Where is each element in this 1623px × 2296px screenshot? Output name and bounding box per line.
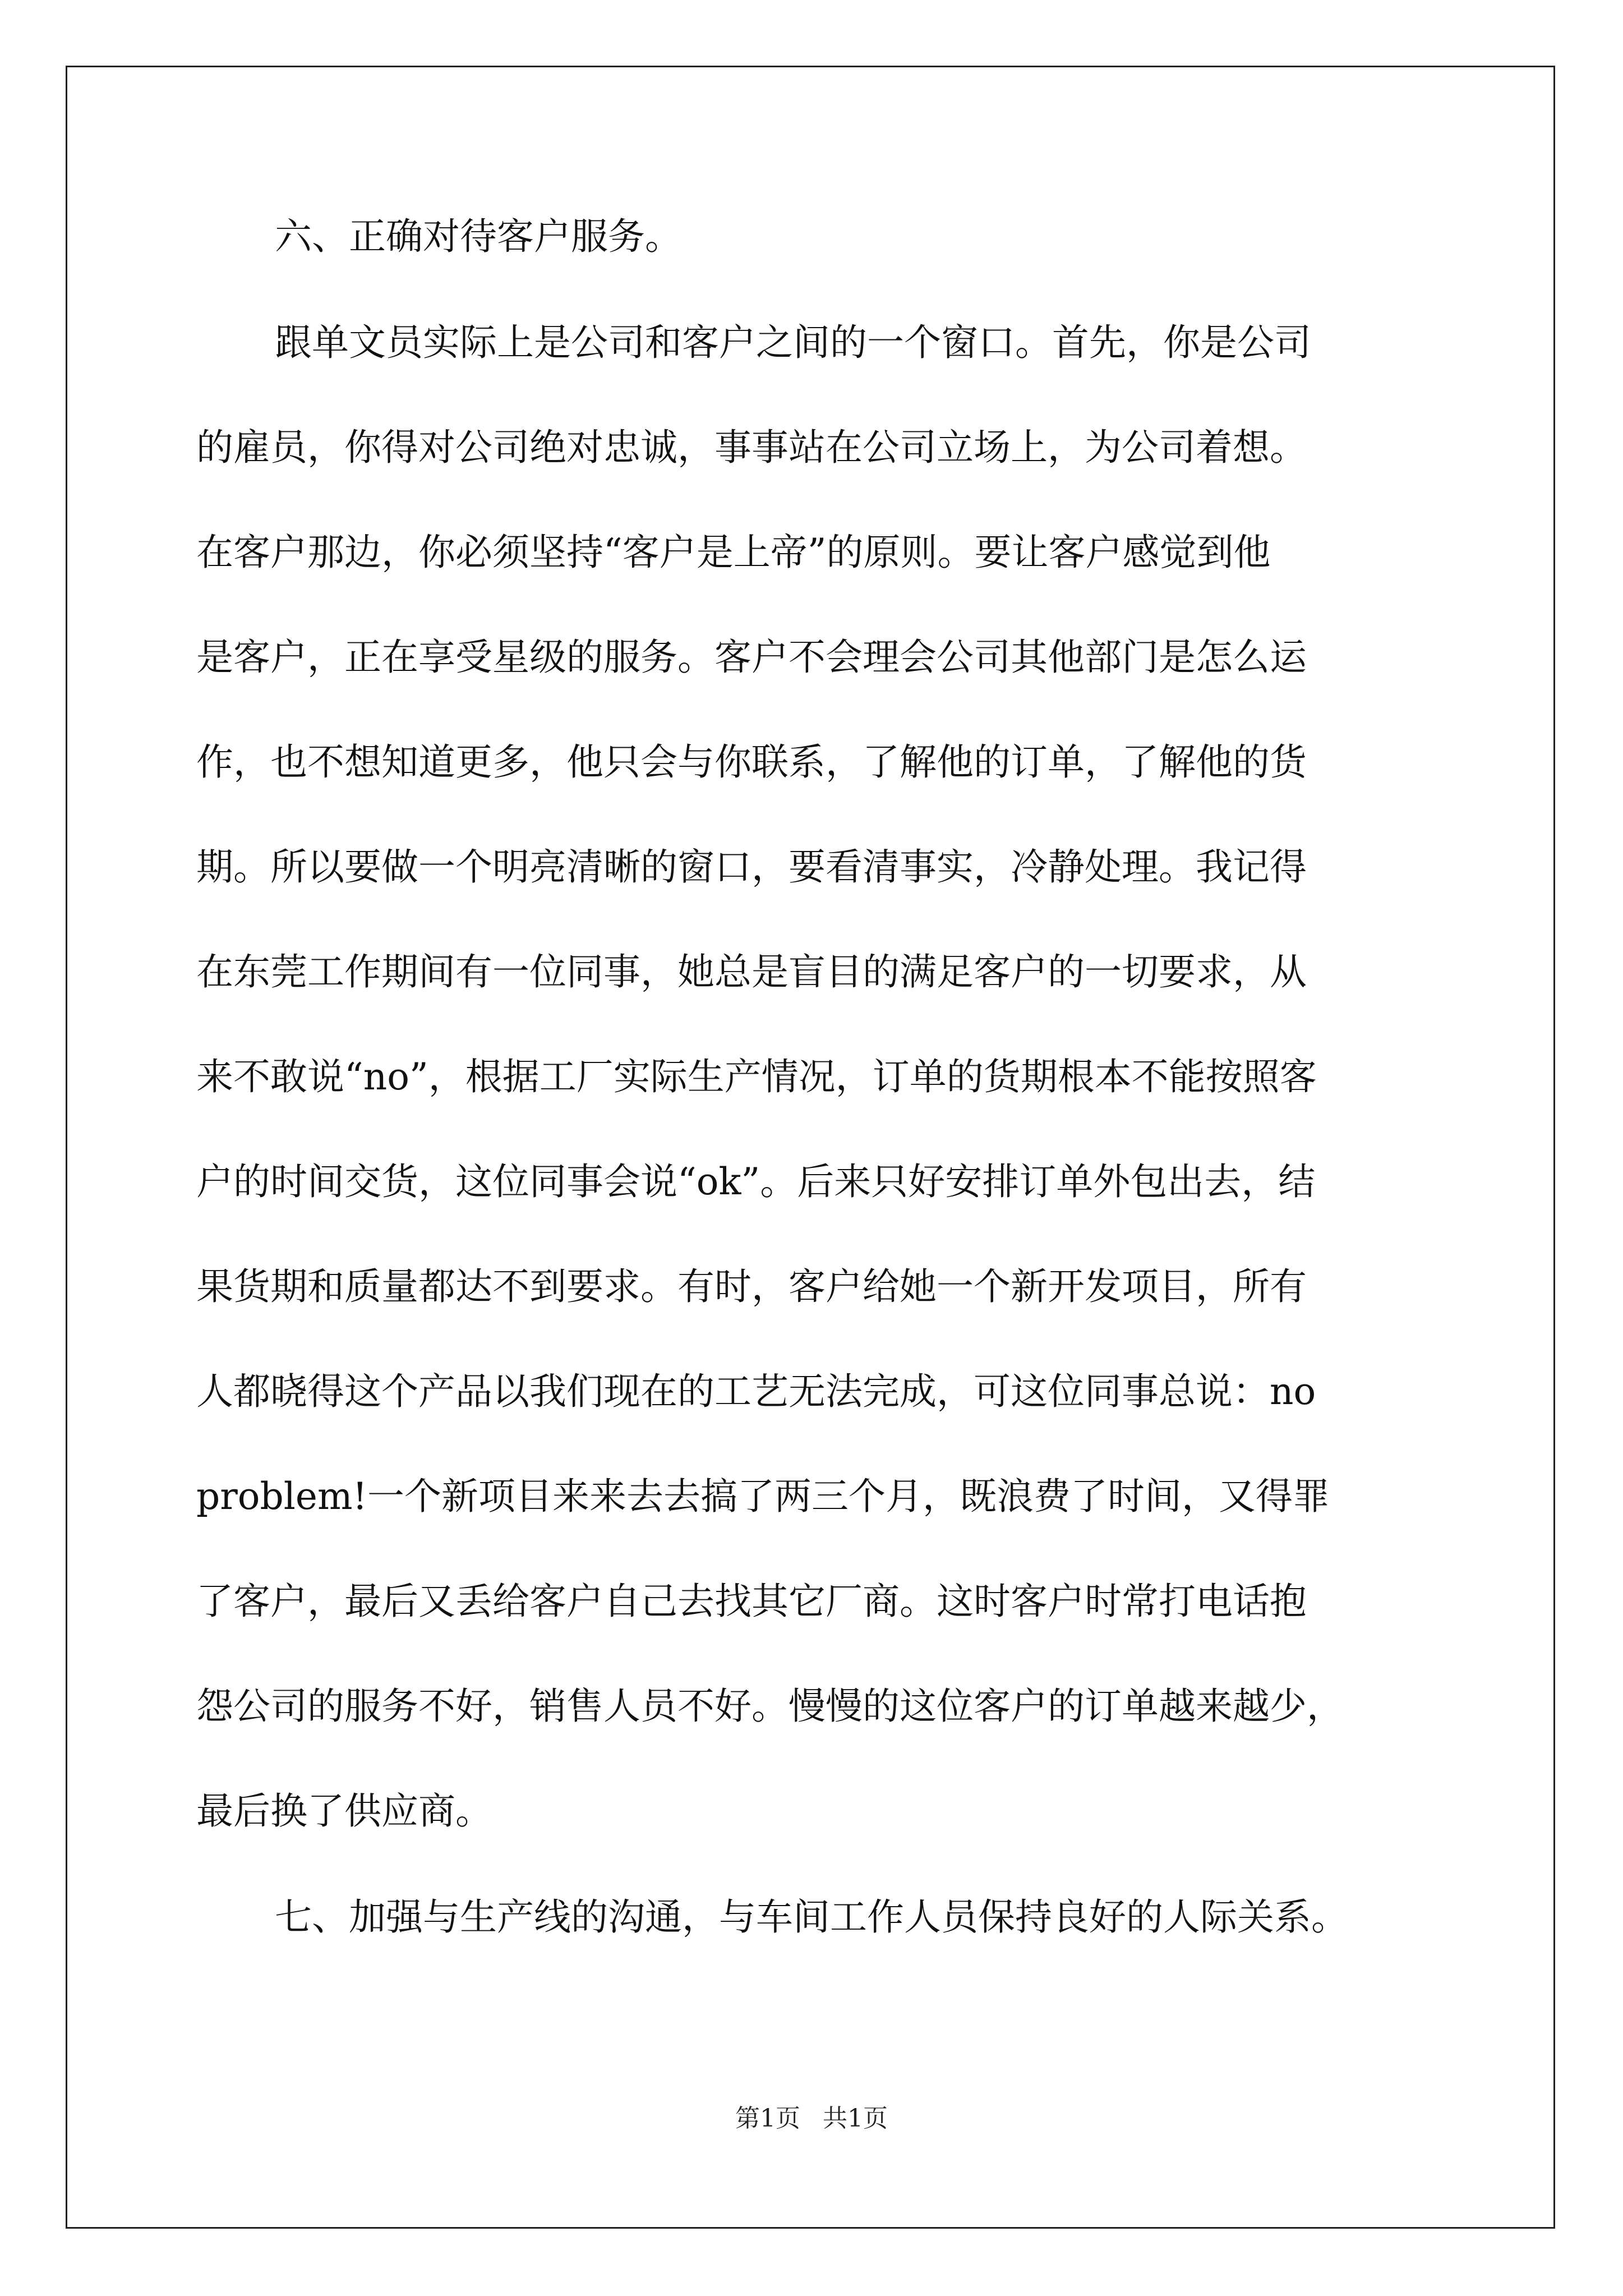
paragraph-line-10: 果货期和质量都达不到要求。有时，客户给她一个新开发项目，所有 (196, 1265, 1307, 1308)
paragraph-line-15: 最后换了供应商。 (196, 1789, 492, 1833)
paragraph-line-4: 是客户，正在享受星级的服务。客户不会理会公司其他部门是怎么运 (196, 636, 1307, 679)
paragraph-line-14: 怨公司的服务不好，销售人员不好。慢慢的这位客户的订单越来越少， (196, 1685, 1344, 1728)
document-body (196, 210, 1430, 1997)
paragraph-line-12: problem!一个新项目来来去去搞了两三个月，既浪费了时间，又得罪 (196, 1475, 1330, 1518)
page-number-total: 共1页 (823, 2104, 888, 2133)
paragraph-line-1: 跟单文员实际上是公司和客户之间的一个窗口。首先，你是公司 (275, 321, 1311, 364)
page-footer (0, 2102, 1623, 2136)
paragraph-line-6: 期。所以要做一个明亮清晰的窗口，要看清事实，冷静处理。我记得 (196, 845, 1307, 889)
section-heading-7: 七、加强与生产线的沟通，与车间工作人员保持良好的人际关系。 (275, 1895, 1348, 1939)
paragraph-line-2: 的雇员，你得对公司绝对忠诚，事事站在公司立场上，为公司着想。 (196, 426, 1307, 469)
paragraph-line-13: 了客户，最后又丢给客户自己去找其它厂商。这时客户时常打电话抱 (196, 1580, 1307, 1623)
paragraph-line-7: 在东莞工作期间有一位同事，她总是盲目的满足客户的一切要求，从 (196, 950, 1307, 993)
paragraph-line-8: 来不敢说“no”，根据工厂实际生产情况，订单的货期根本不能按照客 (196, 1055, 1317, 1098)
page-number-current: 第1页 (735, 2104, 800, 2133)
paragraph-line-9: 户的时间交货，这位同事会说“ok”。后来只好安排订单外包出去，结 (196, 1160, 1316, 1203)
section-heading-6: 六、正确对待客户服务。 (275, 215, 682, 258)
paragraph-customer-service (196, 316, 1430, 1838)
paragraph-line-5: 作，也不想知道更多，他只会与你联系，了解他的订单，了解他的货 (196, 740, 1307, 784)
paragraph-line-3: 在客户那边，你必须坚持“客户是上帝”的原则。要让客户感觉到他 (196, 531, 1271, 574)
paragraph-line-11: 人都晓得这个产品以我们现在的工艺无法完成，可这位同事总说：no (196, 1370, 1316, 1413)
